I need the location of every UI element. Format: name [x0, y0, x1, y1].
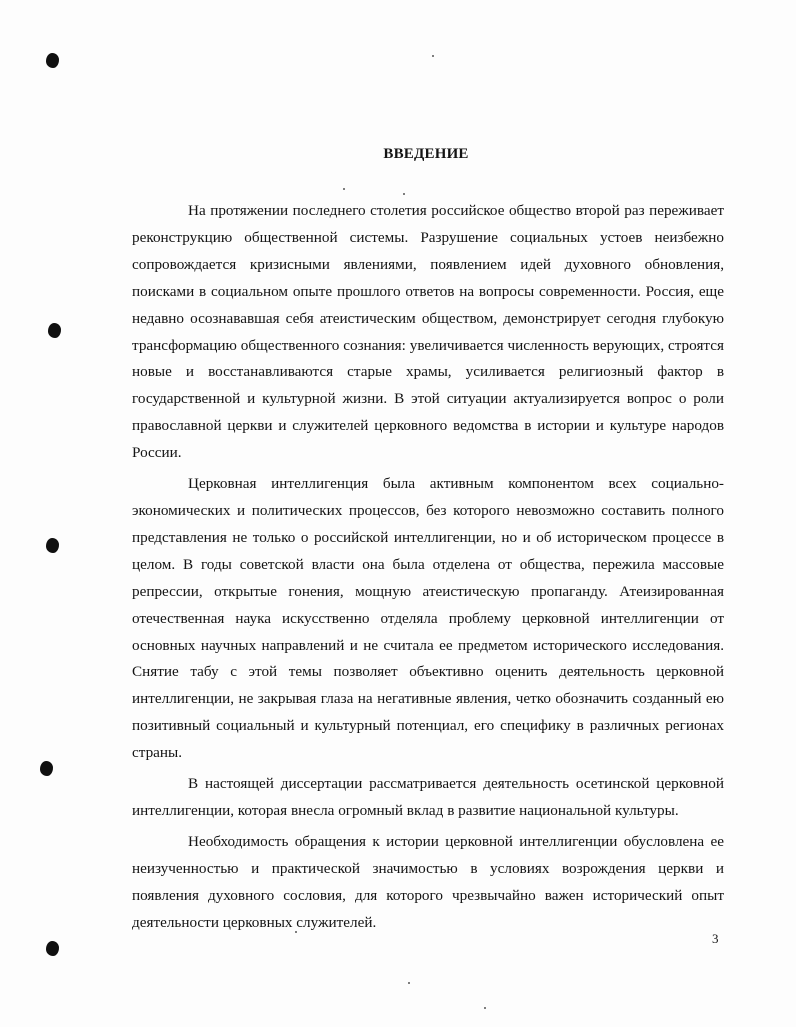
punch-hole-mark	[40, 761, 53, 776]
page-title: ВВЕДЕНИЕ	[383, 146, 469, 162]
scan-speck	[343, 188, 345, 190]
scan-speck	[432, 55, 434, 57]
punch-hole-mark	[46, 53, 59, 68]
scan-speck	[403, 193, 405, 195]
punch-hole-mark	[46, 538, 59, 553]
scan-speck	[484, 1007, 486, 1009]
page-number: 3	[712, 931, 719, 946]
body-text	[132, 198, 724, 940]
punch-hole-mark	[48, 323, 61, 338]
paragraph-3: В настоящей диссертации рассматривается деятельность осетинской церковной интеллигенции, которая внесла огромный вклад в развитие национальной культуры.	[132, 775, 724, 819]
paragraph-2: Церковная интеллигенция была активным компонентом всех социально-экономических и политических процессов, без которого невозможно составить полного представления не только о российской интеллигенции, но и об историческом процессе в целом. В годы советской власти она была отделена от общества, пережила массовые репрессии, открытые гонения, мощную атеистическую пропаганду. Атеизированная отечественная наука искусственно отделяла проблему церковной интеллигенции от основных научных направлений и не считала ее предметом исторического исследования. Снятие табу с этой темы позволяет объективно оценить деятельность церковной интеллигенции, не закрывая глаза на негативные явления, четко обозначить созданный ею позитивный социальный и культурный потенциал, его специфику в различных регионах страны.	[132, 475, 724, 762]
scan-speck	[408, 982, 410, 984]
paragraph-1: На протяжении последнего столетия российское общество второй раз переживает реконструкцию общественной системы. Разрушение социальных устоев неизбежно сопровождается кризисными явлениями, появлением идей духовного обновления, поисками в социальном опыте прошлого ответов на вопросы современности. Россия, еще недавно осознававшая себя атеистическим обществом, демонстрирует сегодня глубокую трансформацию общественного сознания: увеличивается численность верующих, строятся новые и восстанавливаются старые храмы, усиливается религиозный фактор в государственной и культурной жизни. В этой ситуации актуализируется вопрос о роли православной церкви и служителей церковного ведомства в истории и культуре народов России.	[132, 202, 724, 462]
paragraph-4: Необходимость обращения к истории церковной интеллигенции обусловлена ее неизученностью и практической значимостью в условиях возрождения церкви и появления духовного сословия, для которого чрезвычайно важен исторический опыт деятельности церковных служителей.	[132, 832, 724, 931]
punch-hole-mark	[46, 941, 59, 956]
